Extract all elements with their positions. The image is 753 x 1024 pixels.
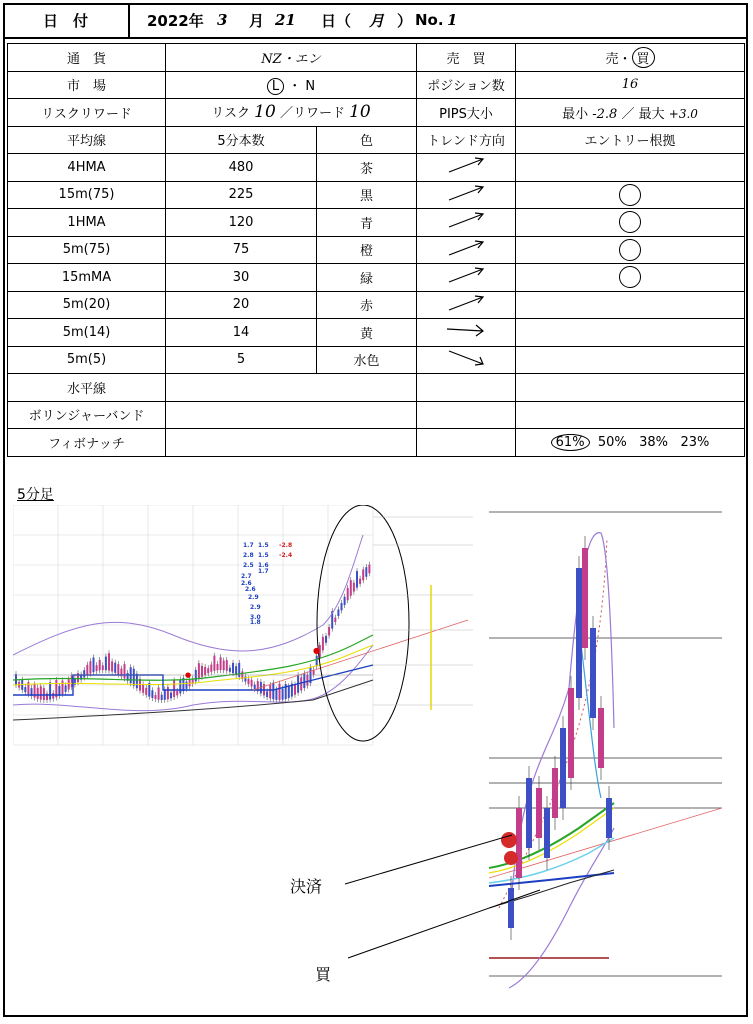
ma-color: 緑 <box>317 264 417 292</box>
horizontal-label: 水平線 <box>8 374 166 402</box>
trend-arrow-icon <box>417 236 516 264</box>
no-label: No. <box>415 11 444 29</box>
ma-color: 青 <box>317 209 417 237</box>
ma-header-entry: エントリー根拠 <box>516 126 745 154</box>
fibo-label: フィボナッチ <box>8 429 166 457</box>
ma-bars: 5 <box>166 346 317 374</box>
entry-mark <box>516 346 745 374</box>
entry-mark <box>516 236 745 264</box>
entry-mark <box>516 154 745 182</box>
trend-arrow-icon <box>417 181 516 209</box>
trade-label: 売 買 <box>417 44 516 72</box>
ma-name: 5m(75) <box>8 236 166 264</box>
row-risk <box>8 99 745 127</box>
chart-label: 2.7 <box>241 573 252 580</box>
row-ma-header <box>8 126 745 154</box>
pips-label: PIPS大小 <box>417 99 516 127</box>
chart-label: 1.7 <box>243 542 254 549</box>
month-unit: 月 <box>249 11 265 30</box>
risk-reward-value <box>166 99 417 127</box>
risk-text: リスク <box>211 106 251 122</box>
ma-bars: 75 <box>166 236 317 264</box>
fibo-23: 23% <box>680 434 710 450</box>
row-currency <box>8 44 745 72</box>
reward-number: 10 <box>349 102 371 123</box>
svg-text:●: ● <box>313 646 320 655</box>
day-value: 21 <box>275 11 296 29</box>
svg-text:●: ● <box>185 671 192 679</box>
chart-label: 3.0 <box>250 614 261 621</box>
row-horizontal <box>8 374 745 402</box>
chart-label: -2.4 <box>279 552 293 559</box>
chart-label: 1.8 <box>250 619 261 626</box>
market-sep: ・ <box>288 78 302 94</box>
trade-sell: 売・ <box>605 51 632 67</box>
ma-color: 水色 <box>317 346 417 374</box>
risk-label: リスクリワード <box>8 99 166 127</box>
trend-arrow-icon <box>417 209 516 237</box>
reward-text: ／リワード <box>279 106 345 122</box>
year: 2022年 <box>147 11 204 30</box>
ma-row <box>8 209 745 237</box>
ma-bars: 30 <box>166 264 317 292</box>
ma-name: 5m(20) <box>8 291 166 319</box>
fibo-50: 50% <box>597 434 627 450</box>
weekday-value: 月 <box>369 11 385 30</box>
ma-row <box>8 181 745 209</box>
chart-screenshot-5min <box>13 505 473 757</box>
chart-label: 1.5 <box>258 552 269 559</box>
row-bollinger <box>8 401 745 429</box>
chart-label: 2.6 <box>241 580 252 587</box>
fibo-values <box>516 429 745 457</box>
date-label: 日 付 <box>42 11 88 30</box>
trend-arrow-icon <box>417 291 516 319</box>
ma-bars: 120 <box>166 209 317 237</box>
chart-label: 2.6 <box>245 586 256 593</box>
ma-row <box>8 236 745 264</box>
ma-bars: 225 <box>166 181 317 209</box>
risk-number: 10 <box>254 102 276 123</box>
market-n: N <box>305 78 316 94</box>
ma-header-bars: 5分本数 <box>166 126 317 154</box>
ma-row <box>8 264 745 292</box>
trade-value <box>516 44 745 72</box>
min-label: 最小 <box>562 106 589 122</box>
ma-row <box>8 291 745 319</box>
ma-header-name: 平均線 <box>8 126 166 154</box>
settle-label: 決済 <box>290 877 323 896</box>
entry-mark <box>516 209 745 237</box>
trend-arrow-icon <box>417 319 516 347</box>
position-label: ポジション数 <box>417 71 516 99</box>
entry-mark <box>516 181 745 209</box>
day-unit: 日（ <box>321 11 352 30</box>
trade-buy-circled: 買 <box>632 47 655 68</box>
row-fibo <box>8 429 745 457</box>
header-row <box>3 3 748 39</box>
circle-icon <box>619 239 641 261</box>
ma-header-trend: トレンド方向 <box>417 126 516 154</box>
ma-bars: 20 <box>166 291 317 319</box>
chart-label: 2.5 <box>243 562 254 569</box>
ma-color: 赤 <box>317 291 417 319</box>
circle-icon <box>619 266 641 288</box>
chart-screenshot-zoomed <box>489 508 722 1004</box>
ma-name: 4HMA <box>8 154 166 182</box>
ma-name: 5m(5) <box>8 346 166 374</box>
ma-name: 5m(14) <box>8 319 166 347</box>
trend-arrow-icon <box>417 264 516 292</box>
ma-bars: 480 <box>166 154 317 182</box>
ma-row <box>8 319 745 347</box>
chart-label: 2.9 <box>248 594 259 601</box>
ma-color: 黒 <box>317 181 417 209</box>
chart-label: 2.9 <box>250 604 261 611</box>
chart-label: 1.5 <box>258 542 269 549</box>
currency-label: 通 貨 <box>8 44 166 72</box>
ma-rows <box>8 154 745 374</box>
close-paren: ） <box>397 11 413 30</box>
fibo-61: 61% <box>551 434 590 451</box>
chart-label: -2.8 <box>279 542 293 549</box>
trend-arrow-icon <box>417 154 516 182</box>
buy-label: 買 <box>315 965 332 984</box>
entry-mark <box>516 319 745 347</box>
ma-row <box>8 154 745 182</box>
fibo-38: 38% <box>639 434 669 450</box>
entry-mark <box>516 264 745 292</box>
ma-name: 15m(75) <box>8 181 166 209</box>
max-label: 最大 <box>638 106 665 122</box>
row-market <box>8 71 745 99</box>
pips-value <box>516 99 745 127</box>
bollinger-label: ボリンジャーバンド <box>8 401 166 429</box>
ma-color: 茶 <box>317 154 417 182</box>
min-value: -2.8 <box>592 106 618 122</box>
section-title: 5分足 <box>17 487 54 503</box>
currency-value: NZ・エン <box>166 44 417 72</box>
ma-header-color: 色 <box>317 126 417 154</box>
month-value: 3 <box>217 11 228 29</box>
chart-label: 1.7 <box>258 568 269 575</box>
chart-label: 1.6 <box>258 562 269 569</box>
circle-icon <box>619 184 641 206</box>
max-value: +3.0 <box>668 106 698 121</box>
ma-name: 15mMA <box>8 264 166 292</box>
market-label: 市 場 <box>8 71 166 99</box>
ma-name: 1HMA <box>8 209 166 237</box>
circle-icon <box>619 211 641 233</box>
trend-arrow-icon <box>417 346 516 374</box>
entry-mark <box>516 291 745 319</box>
journal-table <box>7 43 745 457</box>
ma-color: 黄 <box>317 319 417 347</box>
no-value: 1 <box>447 11 458 29</box>
chart-label: 2.8 <box>243 552 254 559</box>
ma-bars: 14 <box>166 319 317 347</box>
position-value: 16 <box>516 71 745 99</box>
max-sep: ／ <box>621 106 635 122</box>
ma-color: 橙 <box>317 236 417 264</box>
ma-row <box>8 346 745 374</box>
market-l-circled: L <box>267 78 284 95</box>
market-value <box>166 71 417 99</box>
